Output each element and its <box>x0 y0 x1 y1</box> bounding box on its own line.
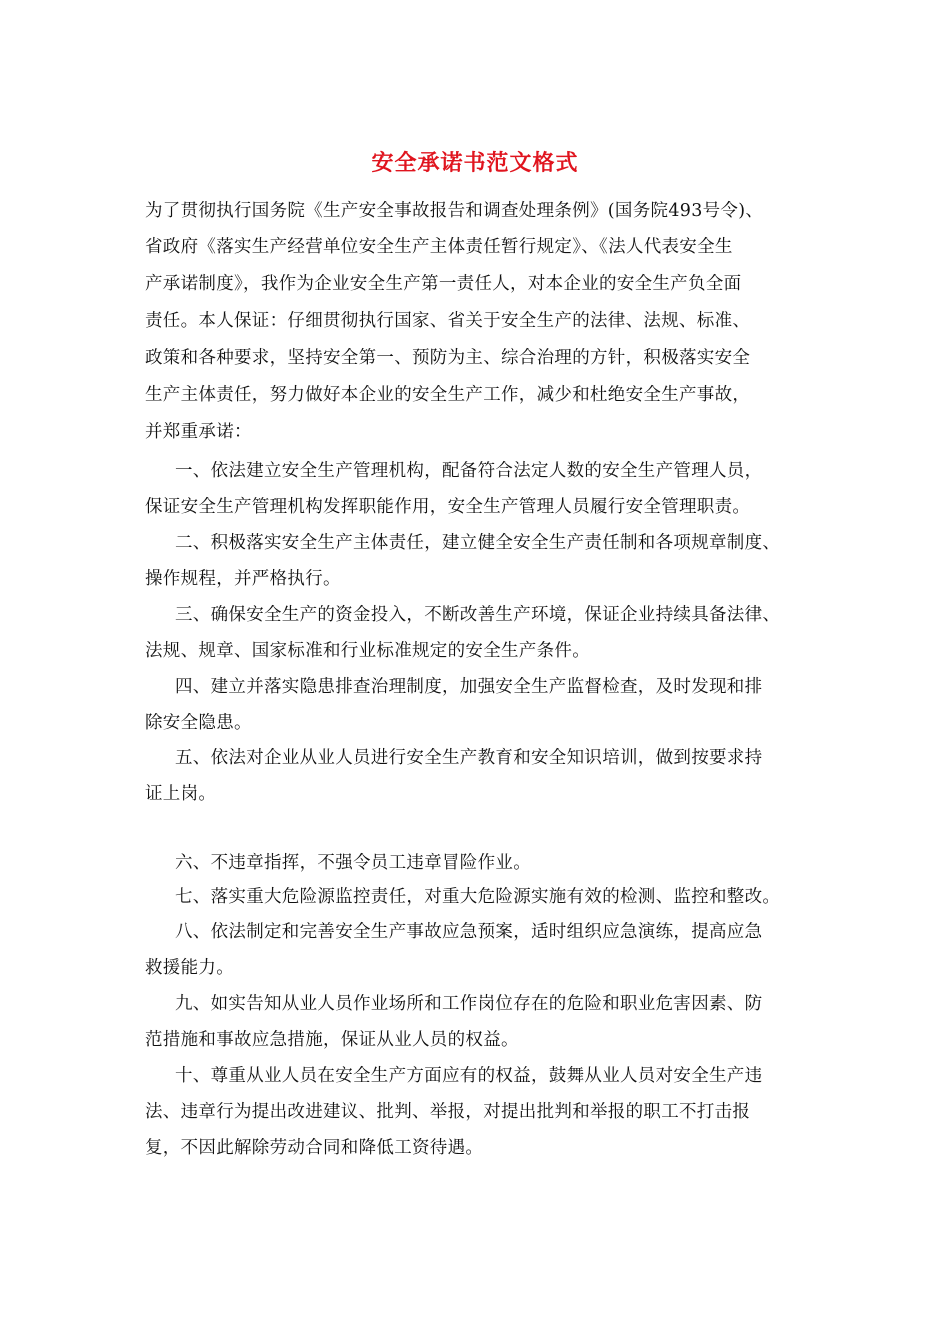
text-line: 政策和各种要求，坚持安全第一、预防为主、综合治理的方针，积极落实安全 <box>145 348 751 368</box>
text-line: 除安全隐患。 <box>145 713 252 733</box>
text-line: 并郑重承诺： <box>145 422 252 442</box>
text-line: 九、如实告知从业人员作业场所和工作岗位存在的危险和职业危害因素、防 <box>175 994 763 1014</box>
text-line: 操作规程，并严格执行。 <box>145 569 341 589</box>
text-line: 责任。本人保证：仔细贯彻执行国家、省关于安全生产的法律、法规、标准、 <box>145 311 751 331</box>
text-line: 证上岗。 <box>145 784 217 804</box>
text-line: 十、尊重从业人员在安全生产方面应有的权益，鼓舞从业人员对安全生产违 <box>175 1066 763 1086</box>
text-line: 生产主体责任，努力做好本企业的安全生产工作，减少和杜绝安全生产事故， <box>145 385 751 405</box>
text-line: 救援能力。 <box>145 958 234 978</box>
text-line: 三、确保安全生产的资金投入，不断改善生产环境，保证企业持续具备法律、 <box>175 605 781 625</box>
text-line: 四、建立并落实隐患排查治理制度，加强安全生产监督检查，及时发现和排 <box>175 677 763 697</box>
text-line: 五、依法对企业从业人员进行安全生产教育和安全知识培训，做到按要求持 <box>175 748 763 768</box>
text-line: 一、依法建立安全生产管理机构，配备符合法定人数的安全生产管理人员， <box>175 461 763 481</box>
text-line: 范措施和事故应急措施，保证从业人员的权益。 <box>145 1030 519 1050</box>
text-line: 保证安全生产管理机构发挥职能作用，安全生产管理人员履行安全管理职责。 <box>145 497 751 517</box>
text-line: 二、积极落实安全生产主体责任，建立健全安全生产责任制和各项规章制度、 <box>175 533 781 553</box>
text-line: 产承诺制度》，我作为企业安全生产第一责任人，对本企业的安全生产负全面 <box>145 274 742 294</box>
text-line: 省政府《落实生产经营单位安全生产主体责任暂行规定》、《法人代表安全生 <box>145 237 733 257</box>
document-title: 安全承诺书范文格式 <box>371 150 579 176</box>
text-line: 法、违章行为提出改进建议、批判、举报，对提出批判和举报的职工不打击报 <box>145 1102 751 1122</box>
text-line: 复，不因此解除劳动合同和降低工资待遇。 <box>145 1138 484 1158</box>
text-line: 八、依法制定和完善安全生产事故应急预案，适时组织应急演练，提高应急 <box>175 922 763 942</box>
text-line: 六、不违章指挥，不强令员工违章冒险作业。 <box>175 853 531 873</box>
text-line: 为了贯彻执行国务院《生产安全事故报告和调查处理条例》(国务院493号令)、 <box>145 201 764 221</box>
text-line: 七、落实重大危险源监控责任，对重大危险源实施有效的检测、监控和整改。 <box>175 887 781 907</box>
text-line: 法规、规章、国家标准和行业标准规定的安全生产条件。 <box>145 641 590 661</box>
